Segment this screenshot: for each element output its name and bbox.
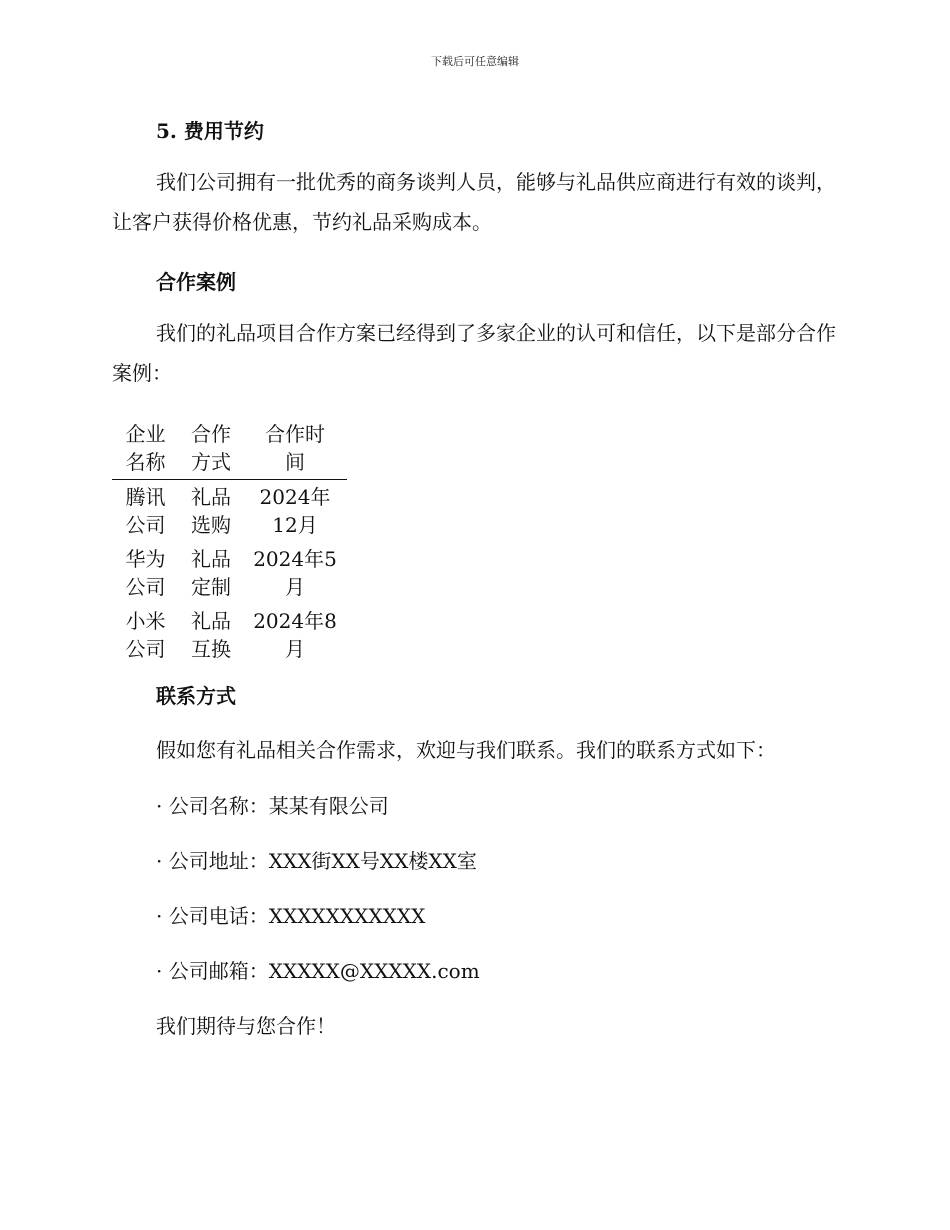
cost-paragraph: 我们公司拥有一批优秀的商务谈判人员，能够与礼品供应商进行有效的谈判，让客户获得价格优惠，节约礼品采购成本。 (112, 170, 836, 234)
column-header-company: 企业名称 (112, 420, 179, 480)
table-row (112, 480, 347, 546)
cost-heading: 5. 费用节约 (156, 119, 264, 143)
contact-address: · 公司地址：XXX街XX号XX楼XX室 (156, 849, 477, 873)
cases-table (112, 420, 347, 669)
header-note: 下载后可任意编辑 (431, 55, 519, 68)
table-row (112, 545, 347, 607)
table-header-row (112, 420, 347, 480)
table-cell-company: 腾讯公司 (125, 485, 166, 537)
closing-line: 我们期待与您合作！ (156, 1014, 336, 1038)
table-row (112, 607, 347, 669)
contact-company-name: · 公司名称：某某有限公司 (156, 794, 389, 818)
table-cell-method: 礼品互换 (191, 609, 231, 661)
cases-paragraph: 我们的礼品项目合作方案已经得到了多家企业的认可和信任，以下是部分合作案例： (112, 321, 836, 385)
column-header-method: 合作方式 (179, 420, 243, 480)
contact-phone: · 公司电话：XXXXXXXXXXX (156, 904, 426, 928)
contact-intro: 假如您有礼品相关合作需求，欢迎与我们联系。我们的联系方式如下： (156, 738, 776, 762)
cases-heading: 合作案例 (156, 270, 236, 294)
contact-heading: 联系方式 (156, 684, 236, 708)
table-cell-company: 小米公司 (125, 609, 166, 661)
table-cell-method: 礼品定制 (191, 547, 231, 599)
table-cell-company: 华为公司 (125, 547, 166, 599)
table-cell-time: 2024年12月 (259, 485, 331, 537)
table-cell-time: 2024年5月 (253, 547, 337, 599)
column-header-time: 合作时间 (243, 420, 347, 480)
contact-email: · 公司邮箱：XXXXX@XXXXX.com (156, 959, 480, 983)
table-cell-method: 礼品选购 (191, 485, 231, 537)
table-cell-time: 2024年8月 (253, 609, 337, 661)
